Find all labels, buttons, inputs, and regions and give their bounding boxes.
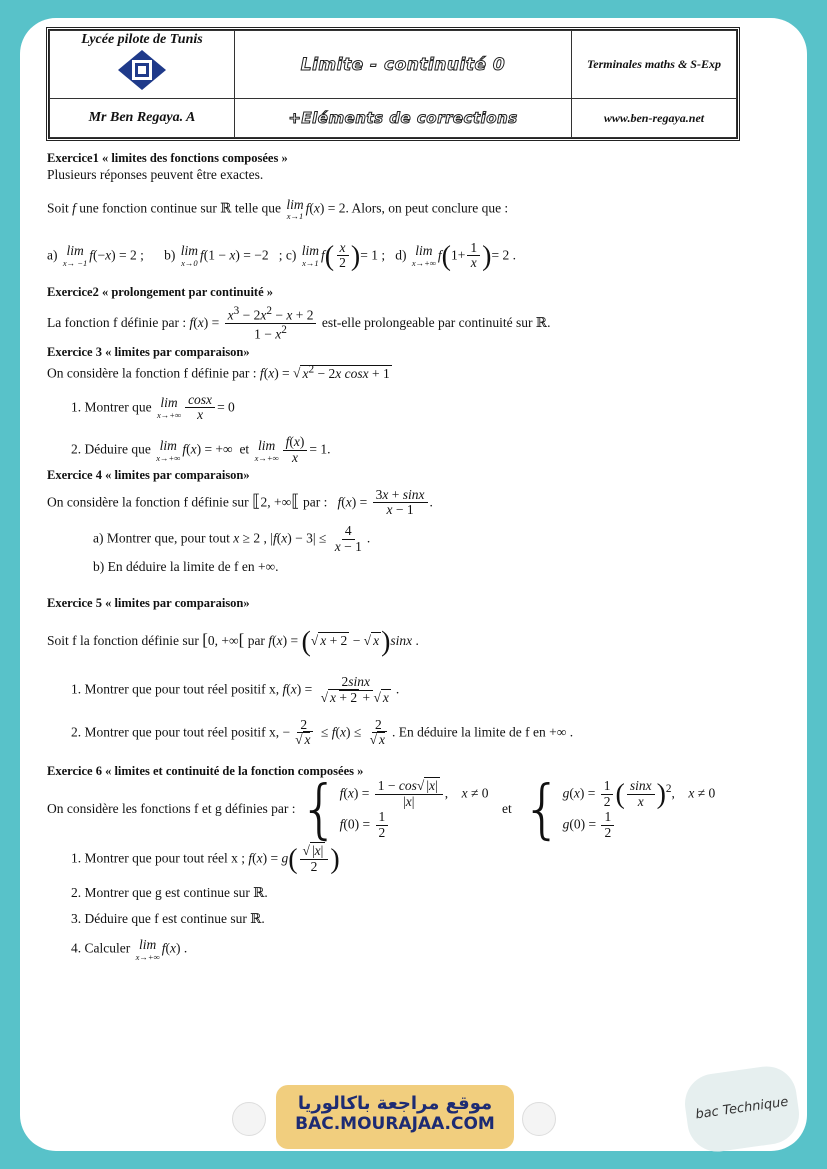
ex2-text-b: est-elle prolongeable par continuité sur ℝ. — [321, 314, 551, 330]
ex1-opt-c: ; c) — [278, 246, 297, 262]
ex6-statement: On considère les fonctions f et g définies par : { f(x) = $\frac{1 - \cos√ |x|}{|x|}$ , x ≠ 0 f(0) = $\frac{1}{2}$ et { g(x) = $\frac{1}{2}$ ( $\frac{\sin x}{x}$ )$^2$, x ≠ 0 g(0) = $\frac{1}{2}$ — [47, 772, 716, 847]
ex6-q1-label: 1. Montrer que pour tout réel x ; — [71, 850, 245, 866]
footer-arabic: موقع مراجعة باكالوريا — [297, 1093, 493, 1114]
ex3-title: Exercice 3 « limites par comparaison» — [47, 344, 250, 359]
title-cell — [235, 31, 572, 99]
ex4-statement: On considère la fonction f définie sur ⟦2, +∞⟦ par : f(x) = $\frac{3x + \sin x}{x - 1}$ . — [47, 486, 433, 518]
ex6-q4-label: 4. Calculer — [71, 940, 131, 956]
right-brand-logo-icon — [522, 1102, 556, 1136]
classes-cell: Terminales maths & S-Exp — [572, 31, 737, 99]
ex3-q1-label: 1. Montrer que — [71, 398, 152, 414]
ex5-title: Exercice 5 « limites par comparaison» — [47, 595, 250, 610]
ex3-q2-label: 2. Déduire que — [71, 441, 151, 457]
ex1-stmt-a: Soit — [47, 200, 73, 216]
ex6-text: On considère les fonctions f et g définies par : — [47, 800, 296, 816]
ex5-q2-end: . En déduire la limite de f en +∞ . — [392, 724, 574, 739]
ex6-title: Exercice 6 « limites et continuité de la fonction composées » — [47, 764, 364, 779]
ex6-q1: 1. Montrer que pour tout réel x ; f(x) = g( $\frac{√ |x|}{2}$ ) — [71, 842, 340, 875]
ex3-q2-et: et — [239, 441, 250, 457]
ex3-statement: On considère la fonction f définie par : f(x) = √ $x^2 - 2x$ cosx + 1 — [47, 363, 390, 381]
teacher-name: Mr Ben Regaya. A — [50, 99, 235, 138]
footer-site: BAC.MOURAJAA.COM — [295, 1114, 495, 1134]
subtitle-cell — [235, 99, 572, 138]
ex4-text-b: par : — [303, 493, 328, 509]
ex4-qa: a) Montrer que, pour tout x ≥ 2 , |f(x) − 3| ≤ $\frac{4}{x - 1}$ . — [93, 523, 371, 555]
ex1-stmt-f: f — [72, 200, 76, 216]
ex6-q2: 2. Montrer que g est continue sur ℝ. — [71, 884, 268, 900]
ex4-qb: b) En déduire la limite de f en +∞. — [93, 558, 279, 574]
doc-subtitle: +Eléments de corrections — [288, 108, 518, 127]
school-cell — [50, 31, 235, 99]
ex5-statement: Soit f la fonction définie sur [0, +∞[ par f(x) = (√ x + 2 − √ x)sinx . — [47, 626, 419, 658]
ex1-opt-a: a) — [47, 246, 58, 262]
ex5-q1: 1. Montrer que pour tout réel positif x, f(x) = $\frac{2\sin x}{√ x + 2 + √ x}$ . — [71, 673, 400, 705]
ex2-statement: La fonction f définie par : f(x) = $\frac{x^3 - 2x^2 - x + 2}{1 - x^2}$ est-elle prolongeable par continuité sur ℝ. — [47, 304, 551, 342]
footer-banner[interactable] — [276, 1085, 514, 1149]
ex1-intro: Plusieurs réponses peuvent être exactes. — [47, 166, 264, 182]
school-logo-icon — [116, 48, 168, 92]
ex1-opt-d: d) — [395, 246, 407, 262]
ex4-qa-label: a) Montrer que, pour tout — [93, 530, 230, 546]
bac-technique-badge: bac Technique — [681, 1063, 803, 1156]
ex5-q1-label: 1. Montrer que pour tout réel positif x, — [71, 681, 280, 697]
ex6-q4: 4. Calculer lim x→+∞ f(x) . — [71, 937, 188, 962]
doc-title: Limite - continuité 0 — [300, 54, 506, 75]
ex3-q1: 1. Montrer que lim x→+∞ $\frac{\cos x}{x}$ = 0 — [71, 391, 235, 423]
left-brand-logo-icon — [232, 1102, 266, 1136]
ex1-stmt-c: une fonction continue sur ℝ telle que — [75, 200, 285, 216]
lim-x-to-1: lim x→1 — [286, 196, 304, 221]
ex4-title: Exercice 4 « limites par comparaison» — [47, 467, 250, 482]
ex5-text-b: par — [247, 633, 265, 649]
ex3-text: On considère la fonction f définie par : — [47, 365, 257, 381]
ex1-options: a) lim x→ −1 f(−x) = 2 ; b) lim x→0 f(1 − x) = −2 ; c) lim x→1 f( $\frac{x}{2}$ )= 1 ; d) lim x→+∞ f(1+ $\frac{1}{x}$ )= 2 . — [47, 239, 516, 272]
ex5-q2-label: 2. Montrer que pour tout réel positif x, — [71, 724, 280, 739]
ex6-et: et — [502, 800, 512, 816]
ex6-q3: 3. Déduire que f est continue sur ℝ. — [71, 911, 265, 927]
school-name: Lycée pilote de Tunis — [81, 32, 203, 47]
ex1-statement: Soit f une fonction continue sur ℝ telle que lim x→1 f(x) = 2. Alors, on peut conclure que : — [47, 196, 509, 221]
ex3-q2: 2. Déduire que lim x→+∞ f(x) = +∞ et lim x→+∞ $\frac{f(x)}{x}$ = 1. — [71, 434, 331, 466]
ex2-title: Exercice2 « prolongement par continuité » — [47, 285, 274, 300]
exercise-content — [47, 134, 747, 961]
ex5-text-a: Soit f la fonction définie sur — [47, 633, 199, 649]
ex5-q2: 2. Montrer que pour tout réel positif x, − $\frac{2}{√ x}$ ≤ f(x) ≤ $\frac{2}{√ x}$ . En déduire la limite de f en +∞ . — [71, 716, 574, 748]
ex1-title: Exercice1 « limites des fonctions composées » — [47, 151, 288, 165]
header-table — [46, 27, 740, 141]
ex1-opt-b: b) — [164, 246, 176, 262]
ex4-text-a: On considère la fonction f définie sur — [47, 493, 249, 509]
ex2-text-a: La fonction f définie par : — [47, 314, 187, 330]
ex1-stmt-d: . Alors, on peut conclure que : — [345, 200, 509, 216]
website: www.ben-regaya.net — [572, 99, 737, 138]
